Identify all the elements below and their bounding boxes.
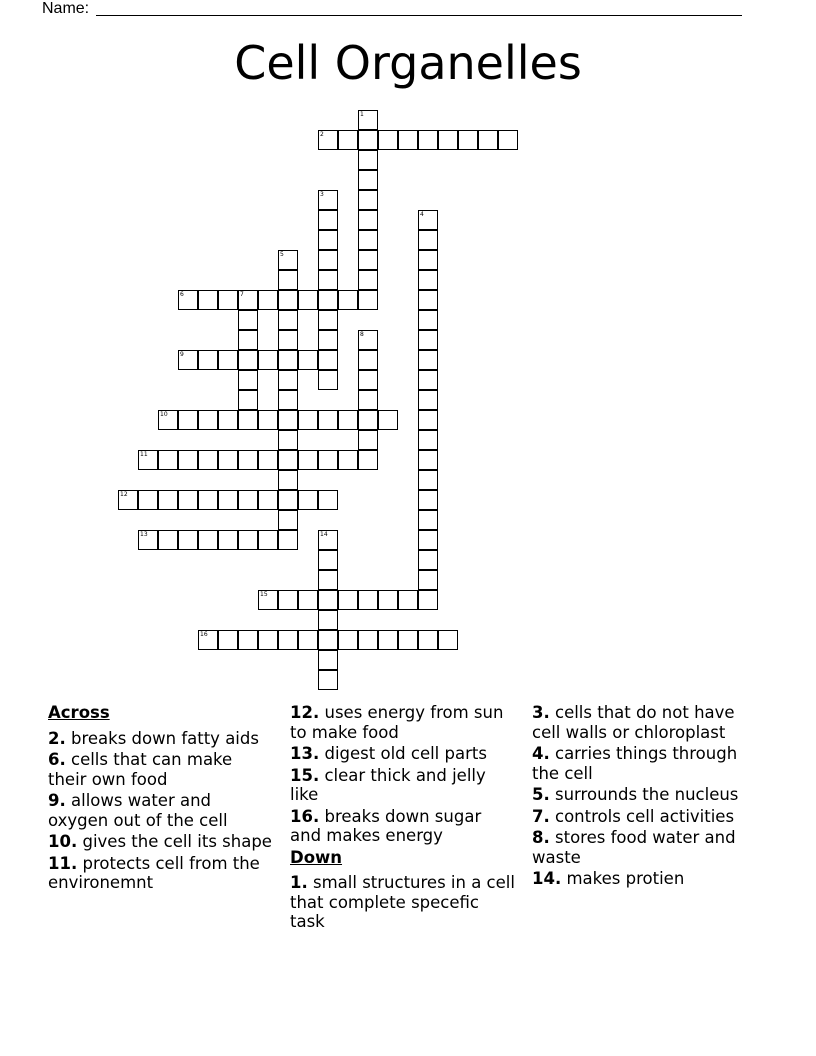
grid-cell[interactable]	[418, 510, 438, 530]
grid-cell[interactable]	[338, 630, 358, 650]
clue-column-1	[48, 703, 273, 895]
clue-text: allows water and oxygen out of the cell	[48, 791, 228, 830]
grid-cell[interactable]	[418, 350, 438, 370]
clue-number: 8	[360, 331, 364, 338]
clue-num: 8.	[532, 828, 550, 847]
clue-column-3	[532, 703, 757, 891]
grid-cell[interactable]	[338, 130, 358, 150]
grid-cell[interactable]	[238, 450, 258, 470]
grid-cell[interactable]	[298, 410, 318, 430]
down-clue	[290, 873, 515, 932]
grid-cell[interactable]	[218, 530, 238, 550]
clue-num: 2.	[48, 728, 66, 748]
grid-cell[interactable]	[298, 350, 318, 370]
grid-cell[interactable]	[358, 350, 378, 370]
grid-cell[interactable]	[418, 130, 438, 150]
clue-text: surrounds the nucleus	[555, 785, 739, 804]
grid-cell[interactable]	[318, 530, 338, 550]
grid-cell[interactable]	[318, 450, 338, 470]
grid-cell[interactable]	[278, 470, 298, 490]
grid-cell[interactable]	[378, 410, 398, 430]
clue-num: 16.	[290, 806, 320, 826]
grid-cell[interactable]	[338, 290, 358, 310]
clue-num: 10.	[48, 832, 78, 851]
grid-cell[interactable]	[398, 630, 418, 650]
grid-cell[interactable]	[158, 450, 178, 470]
grid-cell[interactable]	[418, 210, 438, 230]
name-label: Name:	[42, 0, 90, 17]
grid-cell[interactable]	[218, 490, 238, 510]
clue-num: 1.	[290, 873, 308, 892]
grid-cell[interactable]	[278, 490, 298, 510]
grid-cell[interactable]	[338, 410, 358, 430]
grid-cell[interactable]	[278, 430, 298, 450]
grid-cell[interactable]	[278, 350, 298, 370]
grid-cell[interactable]	[258, 290, 278, 310]
across-heading: Across	[48, 703, 110, 722]
grid-cell[interactable]	[118, 490, 138, 510]
clue-num: 5.	[532, 785, 550, 804]
grid-cell[interactable]	[298, 450, 318, 470]
grid-cell[interactable]	[258, 410, 278, 430]
grid-cell[interactable]	[418, 450, 438, 470]
grid-cell[interactable]	[358, 450, 378, 470]
grid-cell[interactable]	[218, 410, 238, 430]
grid-cell[interactable]	[318, 630, 338, 650]
grid-cell[interactable]	[418, 290, 438, 310]
clue-text: controls cell activities	[555, 806, 735, 826]
clue-number: 6	[180, 291, 184, 298]
grid-cell[interactable]	[358, 150, 378, 170]
grid-cell[interactable]	[358, 630, 378, 650]
down-clue	[532, 807, 757, 827]
grid-cell[interactable]	[318, 590, 338, 610]
grid-cell[interactable]	[158, 410, 178, 430]
grid-cell[interactable]	[358, 130, 378, 150]
clue-text: uses energy from sun to make food	[290, 703, 504, 742]
grid-cell[interactable]	[318, 230, 338, 250]
clue-text: gives the cell its shape	[82, 832, 272, 851]
clue-num: 6.	[48, 750, 66, 769]
clue-number: 7	[240, 291, 244, 298]
grid-cell[interactable]	[418, 430, 438, 450]
grid-cell[interactable]	[418, 470, 438, 490]
clue-column-2	[290, 703, 515, 934]
grid-cell[interactable]	[318, 270, 338, 290]
grid-cell[interactable]	[358, 210, 378, 230]
grid-cell[interactable]	[378, 630, 398, 650]
grid-cell[interactable]	[318, 330, 338, 350]
grid-cell[interactable]	[418, 490, 438, 510]
grid-cell[interactable]	[198, 530, 218, 550]
grid-cell[interactable]	[418, 390, 438, 410]
grid-cell[interactable]	[298, 490, 318, 510]
grid-cell[interactable]	[278, 630, 298, 650]
down-heading: Down	[290, 847, 343, 867]
grid-cell[interactable]	[418, 370, 438, 390]
grid-cell[interactable]	[318, 670, 338, 690]
clue-num: 14.	[532, 869, 562, 888]
down-clue	[532, 785, 757, 805]
grid-cell[interactable]	[238, 370, 258, 390]
grid-cell[interactable]	[318, 190, 338, 210]
grid-cell[interactable]	[138, 530, 158, 550]
grid-cell[interactable]	[178, 490, 198, 510]
clue-number: 13	[140, 531, 148, 538]
grid-cell[interactable]	[318, 290, 338, 310]
clue-number: 15	[260, 591, 268, 598]
grid-cell[interactable]	[478, 130, 498, 150]
grid-cell[interactable]	[438, 630, 458, 650]
grid-cell[interactable]	[258, 530, 278, 550]
grid-cell[interactable]	[418, 330, 438, 350]
clue-number: 4	[420, 211, 424, 218]
clue-number: 3	[320, 191, 324, 198]
grid-cell[interactable]	[198, 290, 218, 310]
grid-cell[interactable]	[238, 290, 258, 310]
clue-number: 1	[360, 111, 364, 118]
clue-num: 7.	[532, 806, 550, 826]
grid-cell[interactable]	[138, 450, 158, 470]
grid-cell[interactable]	[358, 370, 378, 390]
grid-cell[interactable]	[178, 450, 198, 470]
grid-cell[interactable]	[318, 250, 338, 270]
across-clue	[290, 807, 515, 846]
grid-cell[interactable]	[218, 290, 238, 310]
clue-text: carries things through the cell	[532, 744, 738, 783]
grid-cell[interactable]	[418, 230, 438, 250]
across-clue	[290, 744, 515, 764]
grid-cell[interactable]	[358, 250, 378, 270]
clue-text: small structures in a cell that complete specefic task	[290, 873, 515, 931]
clue-text: stores food water and waste	[532, 828, 736, 867]
clue-number: 10	[160, 411, 168, 418]
clue-text: breaks down fatty aids	[71, 728, 259, 748]
grid-cell[interactable]	[238, 390, 258, 410]
grid-cell[interactable]	[218, 350, 238, 370]
across-clue	[48, 791, 273, 830]
grid-cell[interactable]	[178, 350, 198, 370]
grid-cell[interactable]	[278, 250, 298, 270]
grid-cell[interactable]	[498, 130, 518, 150]
grid-cell[interactable]	[278, 270, 298, 290]
grid-cell[interactable]	[278, 410, 298, 430]
grid-cell[interactable]	[278, 450, 298, 470]
grid-cell[interactable]	[258, 350, 278, 370]
clue-text: makes protien	[566, 869, 685, 888]
grid-cell[interactable]	[278, 310, 298, 330]
clue-number: 14	[320, 531, 328, 538]
grid-cell[interactable]	[318, 350, 338, 370]
grid-cell[interactable]	[358, 290, 378, 310]
clue-number: 9	[180, 351, 184, 358]
grid-cell[interactable]	[418, 570, 438, 590]
across-clue	[48, 750, 273, 789]
grid-cell[interactable]	[358, 270, 378, 290]
across-clue	[48, 832, 273, 852]
clue-num: 15.	[290, 765, 320, 785]
clue-num: 12.	[290, 703, 320, 722]
grid-cell[interactable]	[378, 590, 398, 610]
grid-cell[interactable]	[358, 430, 378, 450]
grid-cell[interactable]	[198, 350, 218, 370]
clue-number: 12	[120, 491, 128, 498]
grid-cell[interactable]	[318, 310, 338, 330]
grid-cell[interactable]	[358, 330, 378, 350]
clue-number: 11	[140, 451, 148, 458]
grid-cell[interactable]	[458, 130, 478, 150]
grid-cell[interactable]	[418, 410, 438, 430]
grid-cell[interactable]	[238, 330, 258, 350]
clue-num: 13.	[290, 744, 320, 763]
grid-cell[interactable]	[258, 450, 278, 470]
grid-cell[interactable]	[238, 350, 258, 370]
across-clue	[290, 703, 515, 742]
grid-cell[interactable]	[278, 530, 298, 550]
puzzle-title: Cell Organelles	[234, 36, 582, 90]
grid-cell[interactable]	[358, 110, 378, 130]
grid-cell[interactable]	[138, 490, 158, 510]
clue-text: protects cell from the environemnt	[48, 853, 260, 892]
grid-cell[interactable]	[178, 290, 198, 310]
grid-cell[interactable]	[298, 590, 318, 610]
grid-cell[interactable]	[358, 230, 378, 250]
grid-cell[interactable]	[238, 310, 258, 330]
clue-number: 16	[200, 631, 208, 638]
grid-cell[interactable]	[398, 590, 418, 610]
grid-cell[interactable]	[318, 610, 338, 630]
grid-cell[interactable]	[258, 590, 278, 610]
grid-cell[interactable]	[318, 650, 338, 670]
grid-cell[interactable]	[238, 410, 258, 430]
across-clue	[48, 854, 273, 893]
clue-text: cells that can make their own food	[48, 750, 233, 789]
clue-text: clear thick and jelly like	[290, 765, 486, 804]
grid-cell[interactable]	[418, 270, 438, 290]
grid-cell[interactable]	[358, 410, 378, 430]
grid-cell[interactable]	[318, 490, 338, 510]
across-clue	[48, 729, 273, 749]
grid-cell[interactable]	[438, 130, 458, 150]
down-clue	[532, 703, 757, 742]
grid-cell[interactable]	[358, 590, 378, 610]
clue-num: 11.	[48, 853, 78, 873]
grid-cell[interactable]	[258, 630, 278, 650]
grid-cell[interactable]	[358, 390, 378, 410]
clue-num: 4.	[532, 744, 550, 763]
grid-cell[interactable]	[218, 630, 238, 650]
grid-cell[interactable]	[418, 250, 438, 270]
grid-cell[interactable]	[198, 630, 218, 650]
grid-cell[interactable]	[318, 550, 338, 570]
grid-cell[interactable]	[278, 330, 298, 350]
grid-cell[interactable]	[198, 450, 218, 470]
across-clue	[290, 766, 515, 805]
grid-cell[interactable]	[238, 490, 258, 510]
clue-text: cells that do not have cell walls or chloroplast	[532, 703, 735, 742]
grid-cell[interactable]	[418, 530, 438, 550]
grid-cell[interactable]	[178, 410, 198, 430]
clue-text: digest old cell parts	[324, 744, 487, 763]
grid-cell[interactable]	[298, 290, 318, 310]
grid-cell[interactable]	[278, 370, 298, 390]
clue-num: 9.	[48, 791, 66, 810]
grid-cell[interactable]	[218, 450, 238, 470]
down-clue	[532, 744, 757, 783]
grid-cell[interactable]	[238, 530, 258, 550]
clue-text: breaks down sugar and makes energy	[290, 806, 482, 845]
clue-num: 3.	[532, 703, 550, 722]
grid-cell[interactable]	[318, 410, 338, 430]
grid-cell[interactable]	[418, 550, 438, 570]
grid-cell[interactable]	[398, 130, 418, 150]
grid-cell[interactable]	[338, 590, 358, 610]
name-input-line[interactable]	[96, 15, 742, 16]
grid-cell[interactable]	[278, 390, 298, 410]
grid-cell[interactable]	[418, 310, 438, 330]
grid-cell[interactable]	[378, 130, 398, 150]
grid-cell[interactable]	[258, 490, 278, 510]
grid-cell[interactable]	[178, 530, 198, 550]
grid-cell[interactable]	[238, 630, 258, 650]
grid-cell[interactable]	[358, 190, 378, 210]
grid-cell[interactable]	[158, 490, 178, 510]
grid-cell[interactable]	[278, 510, 298, 530]
down-clue	[532, 828, 757, 867]
grid-cell[interactable]	[318, 210, 338, 230]
clue-number: 5	[280, 251, 284, 258]
grid-cell[interactable]	[198, 490, 218, 510]
grid-cell[interactable]	[418, 630, 438, 650]
grid-cell[interactable]	[318, 130, 338, 150]
grid-cell[interactable]	[338, 450, 358, 470]
grid-cell[interactable]	[278, 290, 298, 310]
grid-cell[interactable]	[318, 570, 338, 590]
grid-cell[interactable]	[298, 630, 318, 650]
grid-cell[interactable]	[278, 590, 298, 610]
grid-cell[interactable]	[198, 410, 218, 430]
clue-number: 2	[320, 131, 324, 138]
down-clue	[532, 869, 757, 889]
grid-cell[interactable]	[418, 590, 438, 610]
grid-cell[interactable]	[358, 170, 378, 190]
grid-cell[interactable]	[158, 530, 178, 550]
grid-cell[interactable]	[318, 370, 338, 390]
